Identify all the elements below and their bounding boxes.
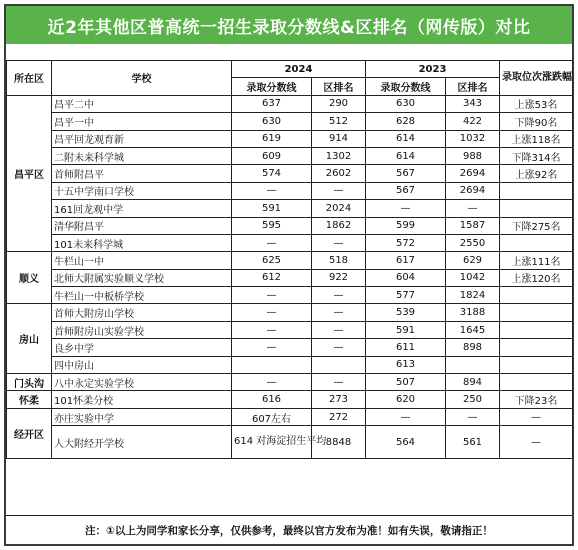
score-table xyxy=(6,60,573,459)
score-2024-cell: — xyxy=(232,374,312,391)
rank-2024-cell: 512 xyxy=(312,113,366,130)
score-2023-cell: 614 xyxy=(366,147,446,164)
table-row xyxy=(7,165,573,182)
rank-2023-cell: 629 xyxy=(446,252,500,269)
rank-2024-cell: — xyxy=(312,234,366,251)
school-cell: 牛栏山一中 xyxy=(52,252,232,269)
district-cell: 怀柔 xyxy=(7,391,52,408)
score-2023-cell: 617 xyxy=(366,252,446,269)
score-2023-cell: 628 xyxy=(366,113,446,130)
page-title: 近2年其他区普高统一招生录取分数线&区排名（网传版）对比 xyxy=(6,6,572,44)
change-cell: — xyxy=(500,426,573,459)
change-cell xyxy=(500,287,573,304)
rank-2023-cell: 3188 xyxy=(446,304,500,321)
score-2023-cell: 567 xyxy=(366,165,446,182)
rank-2024-cell: — xyxy=(312,339,366,356)
header-score-2023: 录取分数线 xyxy=(366,78,446,95)
change-cell: 上涨111名 xyxy=(500,252,573,269)
school-cell: 161回龙观中学 xyxy=(52,200,232,217)
rank-2024-cell: 272 xyxy=(312,408,366,425)
header-score-2024: 录取分数线 xyxy=(232,78,312,95)
score-2024-cell xyxy=(232,356,312,373)
table-row xyxy=(7,287,573,304)
rank-2023-cell: 1645 xyxy=(446,321,500,338)
score-2024-cell: 607左右 xyxy=(232,408,312,425)
score-2024-cell: — xyxy=(232,234,312,251)
change-cell: — xyxy=(500,408,573,425)
table-row xyxy=(7,356,573,373)
school-cell: 清华附昌平 xyxy=(52,217,232,234)
score-2024-cell: 630 xyxy=(232,113,312,130)
score-2024-cell: 574 xyxy=(232,165,312,182)
score-2024-cell: 625 xyxy=(232,252,312,269)
school-cell: 首师附昌平 xyxy=(52,165,232,182)
score-2024-cell: 637 xyxy=(232,95,312,112)
rank-2023-cell: 2550 xyxy=(446,234,500,251)
rank-2024-cell: 1862 xyxy=(312,217,366,234)
change-cell xyxy=(500,182,573,199)
table-row xyxy=(7,130,573,147)
district-cell: 门头沟 xyxy=(7,374,52,391)
rank-2023-cell: 422 xyxy=(446,113,500,130)
table-row xyxy=(7,95,573,112)
score-2024-cell: 612 xyxy=(232,269,312,286)
rank-2024-cell: 1302 xyxy=(312,147,366,164)
rank-2023-cell: — xyxy=(446,200,500,217)
school-cell: 昌平二中 xyxy=(52,95,232,112)
table-row xyxy=(7,217,573,234)
rank-2023-cell: 561 xyxy=(446,426,500,459)
rank-2024-cell: — xyxy=(312,374,366,391)
district-cell: 房山 xyxy=(7,304,52,374)
score-2024-cell: — xyxy=(232,339,312,356)
school-cell: 北师大附属实验顺义学校 xyxy=(52,269,232,286)
change-cell: 下降23名 xyxy=(500,391,573,408)
table-row xyxy=(7,234,573,251)
district-cell: 昌平区 xyxy=(7,95,52,252)
rank-2024-cell: 914 xyxy=(312,130,366,147)
change-cell: 下降314名 xyxy=(500,147,573,164)
score-2024-cell: 614 对海淀招生平均 xyxy=(232,426,312,459)
score-2023-cell: 620 xyxy=(366,391,446,408)
score-2024-cell: 609 xyxy=(232,147,312,164)
rank-2024-cell: — xyxy=(312,287,366,304)
score-2024-cell: 619 xyxy=(232,130,312,147)
rank-2024-cell: 2024 xyxy=(312,200,366,217)
score-2024-cell: — xyxy=(232,287,312,304)
score-2024-cell: — xyxy=(232,321,312,338)
score-2023-cell: 599 xyxy=(366,217,446,234)
score-2023-cell: 613 xyxy=(366,356,446,373)
header-year-2024: 2024 xyxy=(232,61,366,78)
rank-2024-cell: 518 xyxy=(312,252,366,269)
rank-2023-cell: 1032 xyxy=(446,130,500,147)
header-rank-2023: 区排名 xyxy=(446,78,500,95)
score-2023-cell: 572 xyxy=(366,234,446,251)
table-row xyxy=(7,200,573,217)
district-cell: 经开区 xyxy=(7,408,52,458)
school-cell: 人大附经开学校 xyxy=(52,426,232,459)
header-school: 学校 xyxy=(52,61,232,96)
change-cell: 下降90名 xyxy=(500,113,573,130)
change-cell: 上涨92名 xyxy=(500,165,573,182)
footer-note: 注：①以上为同学和家长分享，仅供参考，最终以官方发布为准！如有失误，敬请指正！ xyxy=(6,515,572,544)
score-2023-cell: 591 xyxy=(366,321,446,338)
change-cell xyxy=(500,234,573,251)
rank-2023-cell: 1587 xyxy=(446,217,500,234)
table-row xyxy=(7,374,573,391)
rank-2023-cell: 1042 xyxy=(446,269,500,286)
school-cell: 101怀柔分校 xyxy=(52,391,232,408)
school-cell: 十五中学南口学校 xyxy=(52,182,232,199)
page-container xyxy=(4,4,574,546)
school-cell: 二附未来科学城 xyxy=(52,147,232,164)
score-2023-cell: — xyxy=(366,200,446,217)
header-rank-2024: 区排名 xyxy=(312,78,366,95)
rank-2024-cell: — xyxy=(312,304,366,321)
score-2023-cell: — xyxy=(366,408,446,425)
header-change: 录取位次涨跌幅 xyxy=(500,61,573,96)
change-cell xyxy=(500,200,573,217)
table-row xyxy=(7,113,573,130)
rank-2024-cell: 8848 xyxy=(312,426,366,459)
rank-2024-cell xyxy=(312,356,366,373)
school-cell: 昌平回龙观育新 xyxy=(52,130,232,147)
school-cell: 101未来科学城 xyxy=(52,234,232,251)
table-row xyxy=(7,147,573,164)
rank-2024-cell: — xyxy=(312,321,366,338)
table-row xyxy=(7,339,573,356)
rank-2023-cell: 2694 xyxy=(446,182,500,199)
rank-2023-cell: 1824 xyxy=(446,287,500,304)
rank-2023-cell xyxy=(446,356,500,373)
table-row xyxy=(7,252,573,269)
rank-2023-cell: 250 xyxy=(446,391,500,408)
table-row xyxy=(7,321,573,338)
rank-2023-cell: 894 xyxy=(446,374,500,391)
score-2024-cell: — xyxy=(232,182,312,199)
rank-2024-cell: — xyxy=(312,182,366,199)
score-2023-cell: 539 xyxy=(366,304,446,321)
rank-2024-cell: 922 xyxy=(312,269,366,286)
change-cell: 下降275名 xyxy=(500,217,573,234)
header-district: 所在区 xyxy=(7,61,52,96)
change-cell xyxy=(500,374,573,391)
score-2023-cell: 564 xyxy=(366,426,446,459)
school-cell: 良乡中学 xyxy=(52,339,232,356)
school-cell: 四中房山 xyxy=(52,356,232,373)
table-row xyxy=(7,391,573,408)
rank-2024-cell: 273 xyxy=(312,391,366,408)
rank-2023-cell: — xyxy=(446,408,500,425)
table-row xyxy=(7,408,573,425)
score-2023-cell: 604 xyxy=(366,269,446,286)
school-cell: 亦庄实验中学 xyxy=(52,408,232,425)
change-cell: 上涨118名 xyxy=(500,130,573,147)
change-cell xyxy=(500,339,573,356)
rank-2023-cell: 343 xyxy=(446,95,500,112)
change-cell xyxy=(500,304,573,321)
score-2023-cell: 614 xyxy=(366,130,446,147)
table-row xyxy=(7,426,573,459)
score-2024-cell: — xyxy=(232,304,312,321)
change-cell xyxy=(500,356,573,373)
school-cell: 八中永定实验学校 xyxy=(52,374,232,391)
rank-2023-cell: 2694 xyxy=(446,165,500,182)
table-row xyxy=(7,304,573,321)
rank-2023-cell: 988 xyxy=(446,147,500,164)
district-cell: 顺义 xyxy=(7,252,52,304)
score-2023-cell: 507 xyxy=(366,374,446,391)
score-2024-cell: 595 xyxy=(232,217,312,234)
rank-2024-cell: 2602 xyxy=(312,165,366,182)
score-2024-cell: 591 xyxy=(232,200,312,217)
change-cell xyxy=(500,321,573,338)
school-cell: 昌平一中 xyxy=(52,113,232,130)
score-2023-cell: 567 xyxy=(366,182,446,199)
score-2024-cell: 616 xyxy=(232,391,312,408)
rank-2023-cell: 898 xyxy=(446,339,500,356)
change-cell: 上涨53名 xyxy=(500,95,573,112)
rank-2024-cell: 290 xyxy=(312,95,366,112)
school-cell: 牛栏山一中板桥学校 xyxy=(52,287,232,304)
score-2023-cell: 630 xyxy=(366,95,446,112)
school-cell: 首师附房山实验学校 xyxy=(52,321,232,338)
change-cell: 上涨120名 xyxy=(500,269,573,286)
score-2023-cell: 577 xyxy=(366,287,446,304)
table-row xyxy=(7,182,573,199)
school-cell: 首师大附房山学校 xyxy=(52,304,232,321)
header-year-2023: 2023 xyxy=(366,61,500,78)
score-2023-cell: 611 xyxy=(366,339,446,356)
table-row xyxy=(7,269,573,286)
